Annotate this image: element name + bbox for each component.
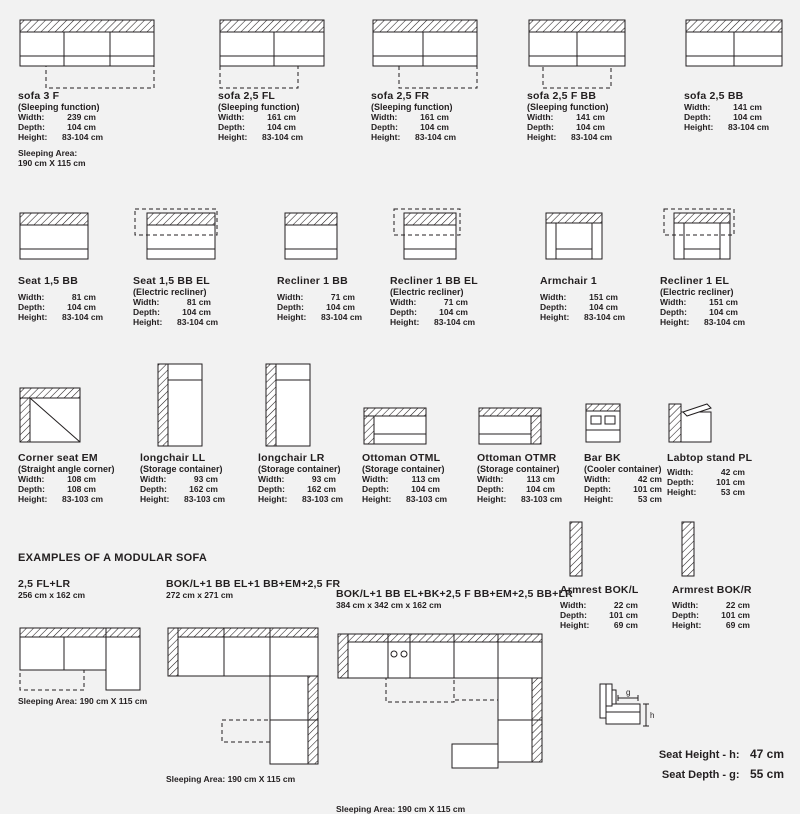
product-title: sofa 2,5 F BB (527, 90, 597, 102)
spec-width: Width: 161 cm (371, 112, 449, 122)
sofa-25fr-drawing (371, 12, 486, 90)
seat-profile-icon (594, 682, 664, 732)
example-name: BOK/L+1 BB EL+1 BB+EM+2,5 FR (166, 578, 341, 590)
product-note: (Sleeping function) (218, 102, 300, 112)
spec-width: Width: 22 cm (560, 600, 638, 610)
labtop-stand-pl-drawing (667, 398, 727, 446)
recliner-1-el-drawing (660, 205, 740, 263)
spec-depth: Depth: 101 cm (667, 477, 745, 487)
spec-height: Height: 83-104 cm (390, 317, 476, 327)
seat-height-row (612, 745, 784, 763)
example-1 (18, 578, 148, 706)
product-note: (Electric recliner) (133, 287, 207, 297)
spec-width: Width: 81 cm (133, 297, 211, 307)
spec-depth: Depth: 104 cm (390, 307, 468, 317)
seat-dimension-icon (594, 682, 664, 732)
seat-depth-label: Seat Depth - g: (661, 769, 740, 781)
spec-depth: Depth: 104 cm (527, 122, 605, 132)
example-3-drawing (336, 618, 546, 798)
bar-bk-drawing (584, 398, 634, 446)
product-note: (Electric recliner) (660, 287, 734, 297)
product-title: Armrest BOK/L (560, 584, 639, 596)
example-2-drawing (166, 608, 326, 768)
product-armrest-bok-r (672, 520, 752, 630)
spec-width: Width: 93 cm (140, 474, 218, 484)
product-title: Corner seat EM (18, 452, 98, 464)
product-sofa-3f (18, 12, 158, 168)
product-title: sofa 2,5 FL (218, 90, 276, 102)
product-sofa-25fbb (527, 12, 637, 142)
product-title: Recliner 1 BB (277, 275, 348, 287)
product-bar-bk (584, 398, 662, 504)
spec-height: Height: 83-104 cm (218, 132, 304, 142)
product-title: sofa 2,5 BB (684, 90, 744, 102)
spec-height: Height: 83-103 cm (140, 494, 226, 504)
spec-depth: Depth: 162 cm (258, 484, 336, 494)
spec-height: Height: 83-103 cm (362, 494, 448, 504)
sofa-25bb-drawing (684, 12, 784, 72)
seat-height-value: 47 cm (749, 747, 784, 761)
spec-width: Width: 161 cm (218, 112, 296, 122)
product-longchair-ll (140, 362, 226, 504)
product-longchair-lr (258, 362, 344, 504)
seat-height-label: Seat Height - h: (658, 749, 740, 761)
spec-width: Width: 108 cm (18, 474, 96, 484)
product-recliner-1bb-el (390, 205, 478, 327)
product-title: Labtop stand PL (667, 452, 753, 464)
product-note: (Storage container) (477, 464, 560, 474)
spec-width: Width: 81 cm (18, 292, 96, 302)
sofa-25fl-drawing (218, 12, 333, 90)
product-title: Armrest BOK/R (672, 584, 752, 596)
product-title: longchair LL (140, 452, 206, 464)
spec-height: Height: 83-104 cm (18, 132, 104, 142)
sofa-3f-drawing (18, 12, 158, 90)
product-note: (Storage container) (140, 464, 223, 474)
seat-15bb-el-drawing (133, 205, 223, 263)
product-corner-seat-em (18, 380, 115, 504)
product-ottoman-otml (362, 400, 448, 504)
product-note: (Sleeping function) (527, 102, 609, 112)
example-dims: 256 cm x 162 cm (18, 590, 86, 600)
product-title: Bar BK (584, 452, 621, 464)
spec-depth: Depth: 104 cm (362, 484, 440, 494)
longchair-lr-drawing (258, 362, 328, 446)
spec-height: Height: 83-104 cm (527, 132, 613, 142)
product-armchair-1 (540, 205, 626, 322)
spec-height: Height: 69 cm (672, 620, 750, 630)
spec-depth: Depth: 104 cm (660, 307, 738, 317)
spec-width: Width: 151 cm (540, 292, 618, 302)
spec-width: Width: 113 cm (362, 474, 440, 484)
spec-depth: Depth: 104 cm (18, 122, 96, 132)
spec-height: Height: 83-104 cm (660, 317, 746, 327)
spec-depth: Depth: 101 cm (672, 610, 750, 620)
product-seat-15bb (18, 205, 104, 322)
example-dims: 384 cm x 342 cm x 162 cm (336, 600, 442, 610)
svg-text:h: h (650, 711, 655, 720)
spec-width: Width: 42 cm (667, 467, 745, 477)
spec-height: Height: 83-104 cm (540, 312, 626, 322)
spec-width: Width: 71 cm (390, 297, 468, 307)
spec-height: Height: 83-104 cm (18, 312, 104, 322)
spec-width: Width: 93 cm (258, 474, 336, 484)
product-note: (Sleeping function) (18, 102, 100, 112)
example-sleeping: Sleeping Area: 190 cm X 115 cm (336, 804, 466, 814)
recliner-1bb-el-drawing (390, 205, 470, 263)
example-1-drawing (18, 608, 148, 692)
spec-depth: Depth: 104 cm (371, 122, 449, 132)
product-note: (Storage container) (362, 464, 445, 474)
armrest-bok-l-drawing (560, 520, 610, 578)
spec-width: Width: 22 cm (672, 600, 750, 610)
spec-width: Width: 42 cm (584, 474, 662, 484)
product-sofa-25fr (371, 12, 486, 142)
spec-height: Height: 83-104 cm (371, 132, 457, 142)
product-title: sofa 2,5 FR (371, 90, 430, 102)
product-sofa-25bb (684, 12, 784, 132)
spec-depth: Depth: 104 cm (277, 302, 355, 312)
product-seat-15bb-el (133, 205, 223, 327)
spec-width: Width: 113 cm (477, 474, 555, 484)
example-name: 2,5 FL+LR (18, 578, 71, 590)
spec-width: Width: 141 cm (527, 112, 605, 122)
spec-depth: Depth: 104 cm (18, 302, 96, 312)
longchair-ll-drawing (140, 362, 210, 446)
example-3 (336, 588, 573, 814)
spec-height: Height: 83-104 cm (133, 317, 219, 327)
spec-height: Height: 53 cm (667, 487, 745, 497)
product-recliner-1bb (277, 205, 363, 322)
spec-height: Height: 83-104 cm (277, 312, 363, 322)
ottoman-otml-drawing (362, 400, 442, 446)
spec-depth: Depth: 104 cm (218, 122, 296, 132)
example-name: BOK/L+1 BB EL+BK+2,5 F BB+EM+2,5 BB+LR (336, 588, 573, 600)
spec-width: Width: 151 cm (660, 297, 738, 307)
product-labtop-stand-pl (667, 398, 752, 497)
spec-height: Height: 83-104 cm (684, 122, 770, 132)
example-dims: 272 cm x 271 cm (166, 590, 234, 600)
corner-seat-em-drawing (18, 380, 98, 446)
spec-depth: Depth: 101 cm (560, 610, 638, 620)
product-title: Seat 1,5 BB (18, 275, 78, 287)
spec-height: Height: 69 cm (560, 620, 638, 630)
spec-height: Height: 83-103 cm (477, 494, 563, 504)
spec-depth: Depth: 104 cm (133, 307, 211, 317)
spec-height: Height: 83-103 cm (258, 494, 344, 504)
spec-depth: Depth: 108 cm (18, 484, 96, 494)
sofa-25fbb-drawing (527, 12, 637, 90)
sleeping-area-value: 190 cm X 115 cm (18, 158, 86, 168)
example-sleeping: Sleeping Area: 190 cm X 115 cm (166, 774, 296, 784)
spec-depth: Depth: 101 cm (584, 484, 662, 494)
spec-width: Width: 239 cm (18, 112, 96, 122)
product-note: (Electric recliner) (390, 287, 464, 297)
spec-width: Width: 141 cm (684, 102, 762, 112)
spec-height: Height: 83-103 cm (18, 494, 104, 504)
spec-depth: Depth: 162 cm (140, 484, 218, 494)
armrest-bok-r-drawing (672, 520, 722, 578)
spec-width: Width: 71 cm (277, 292, 355, 302)
product-title: Ottoman OTMR (477, 452, 557, 464)
spec-height: Height: 53 cm (584, 494, 662, 504)
examples-heading: EXAMPLES OF A MODULAR SOFA (18, 552, 208, 564)
seat-15bb-drawing (18, 205, 98, 263)
ottoman-otmr-drawing (477, 400, 557, 446)
product-title: Ottoman OTML (362, 452, 441, 464)
spec-depth: Depth: 104 cm (540, 302, 618, 312)
product-title: Recliner 1 BB EL (390, 275, 478, 287)
example-sleeping: Sleeping Area: 190 cm X 115 cm (18, 696, 148, 706)
product-title: Recliner 1 EL (660, 275, 730, 287)
product-title: Seat 1,5 BB EL (133, 275, 210, 287)
product-note: (Sleeping function) (371, 102, 453, 112)
svg-text:g: g (626, 688, 631, 697)
product-title: Armchair 1 (540, 275, 597, 287)
product-note: (Cooler container) (584, 464, 662, 474)
spec-depth: Depth: 104 cm (477, 484, 555, 494)
product-note: (Storage container) (258, 464, 341, 474)
product-title: longchair LR (258, 452, 325, 464)
recliner-1bb-drawing (277, 205, 349, 263)
product-recliner-1-el (660, 205, 746, 327)
product-ottoman-otmr (477, 400, 563, 504)
seat-depth-value: 55 cm (749, 767, 784, 781)
product-title: sofa 3 F (18, 90, 60, 102)
product-note: (Straight angle corner) (18, 464, 115, 474)
spec-depth: Depth: 104 cm (684, 112, 762, 122)
sleeping-area-label: Sleeping Area: (18, 148, 78, 158)
example-2 (166, 578, 340, 784)
seat-depth-row (612, 765, 784, 783)
product-sofa-25fl (218, 12, 333, 142)
armchair-1-drawing (540, 205, 610, 263)
